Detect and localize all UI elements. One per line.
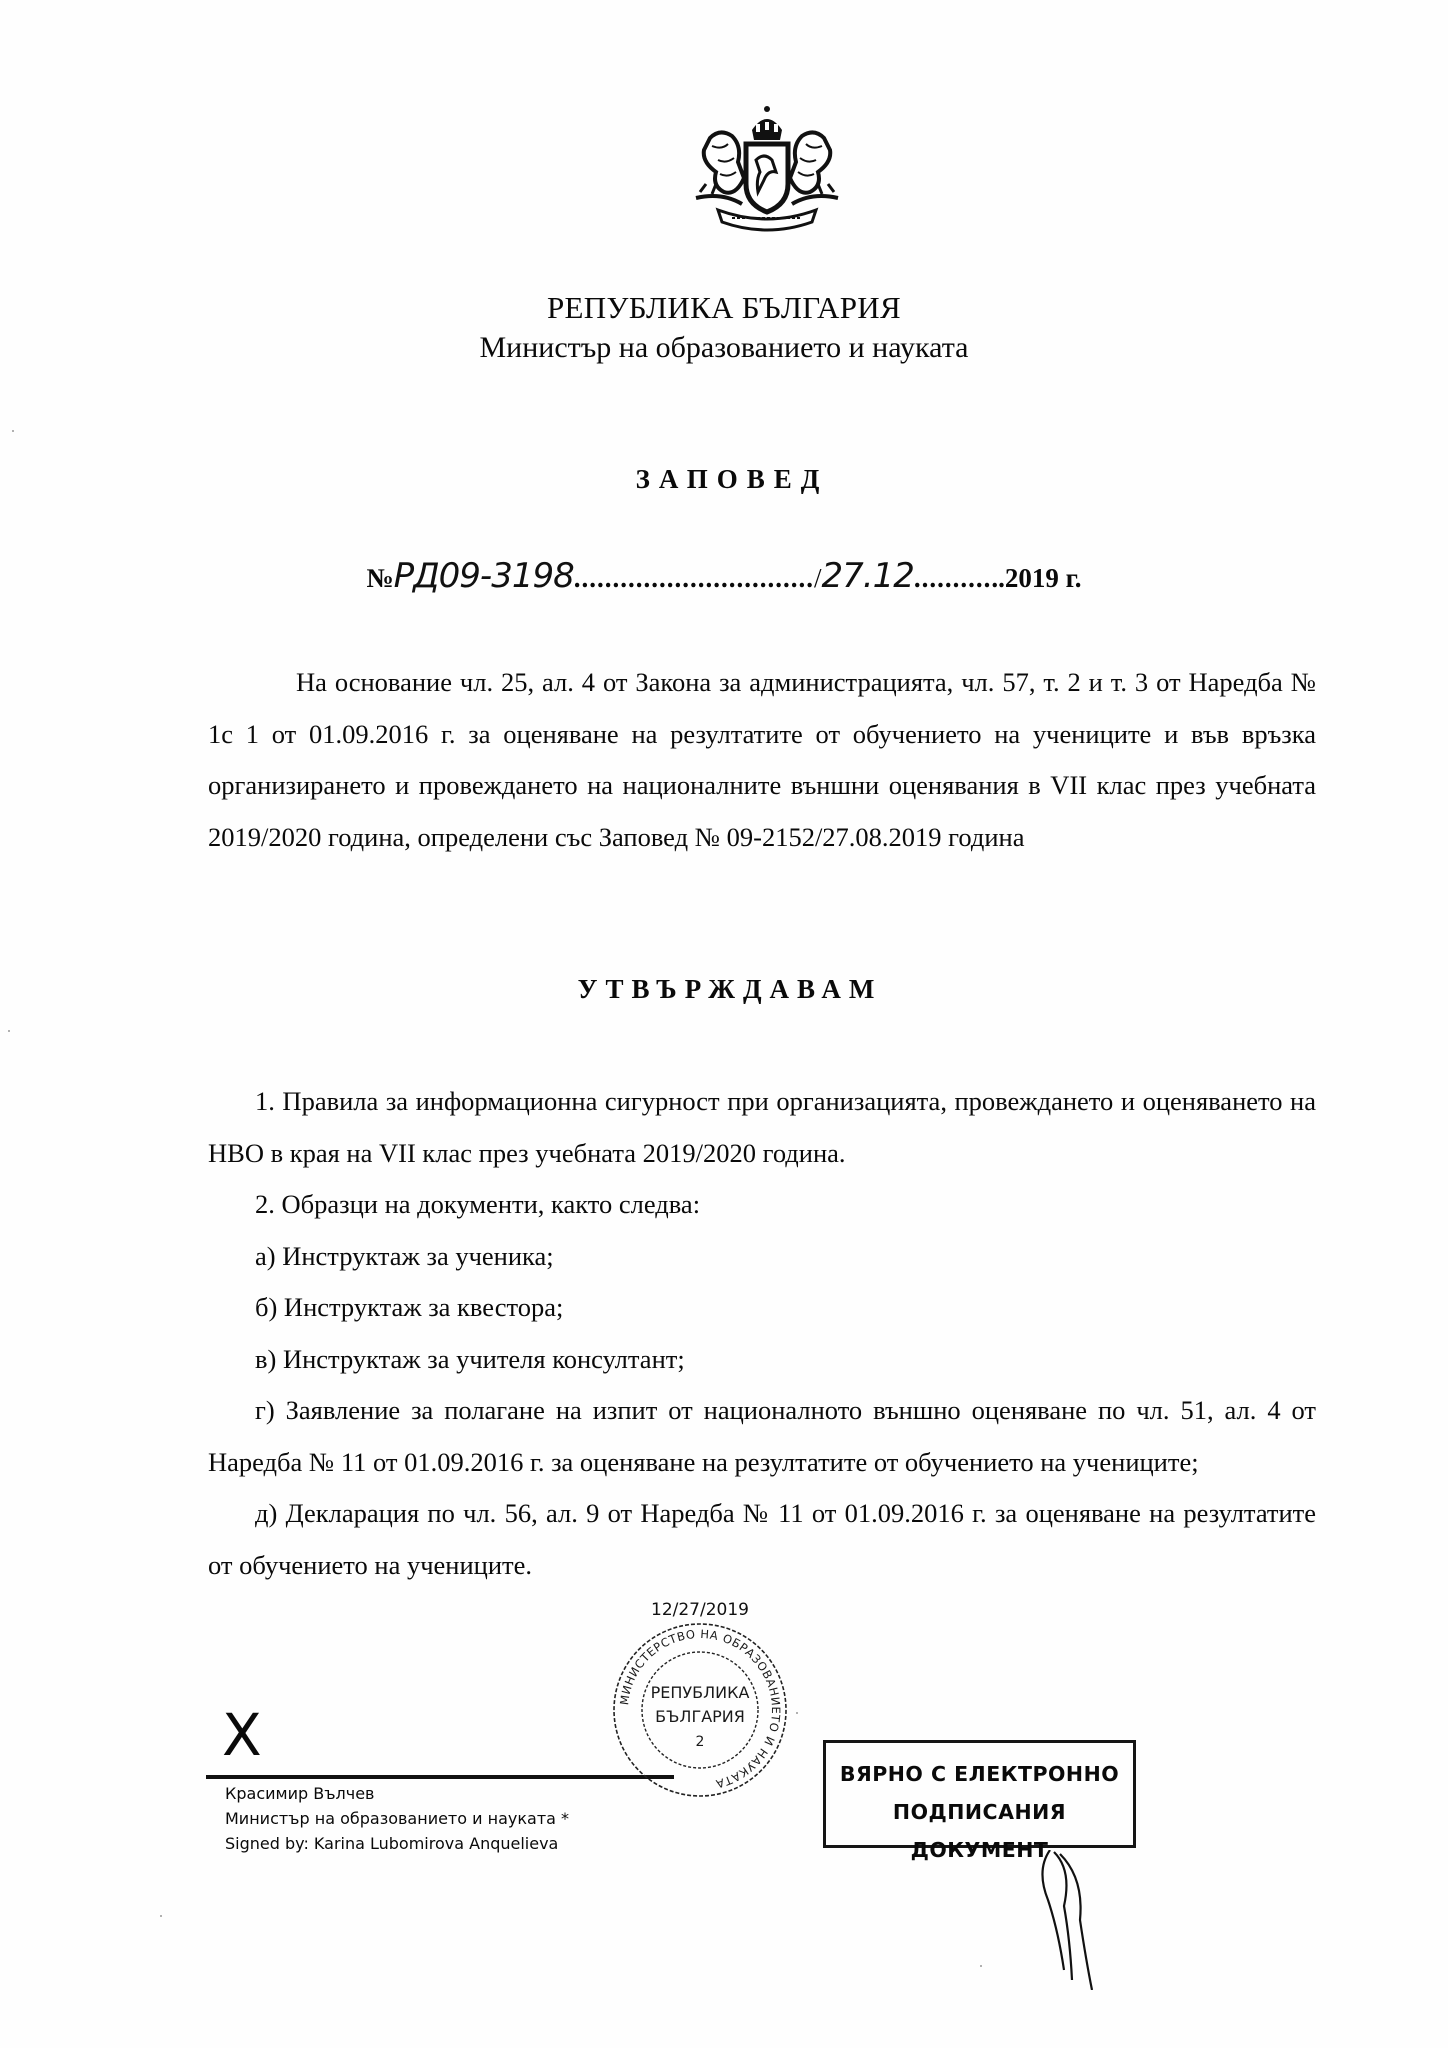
stamp-ring-text: МИНИСТЕРСТВО НА ОБРАЗОВАНИЕТО И НАУКАТА xyxy=(617,1626,784,1792)
official-stamp-icon xyxy=(612,1622,788,1798)
handwritten-order-number: РД09-3198 xyxy=(393,556,574,596)
list-item: а) Инструктаж за ученика; xyxy=(255,1240,554,1271)
stamp-date: 12/27/2019 xyxy=(651,1600,749,1620)
signature-line xyxy=(206,1775,674,1779)
approved-items-list xyxy=(208,1076,1316,1591)
order-title: ЗАПОВЕД xyxy=(635,464,829,494)
date-dots: .......... xyxy=(913,563,992,593)
bulgaria-coat-of-arms-icon xyxy=(672,100,862,240)
list-item: д) Декларация по чл. 56, ал. 9 от Наредба № 11 от 01.09.2016 г. за оценяване на резултатите от обучението на учениците. xyxy=(208,1498,1316,1580)
certified-copy-box xyxy=(823,1740,1136,1862)
list-item: 2. Образци на документи, както следва: xyxy=(255,1189,701,1219)
date-separator: / xyxy=(813,563,822,593)
scan-speck xyxy=(796,1712,798,1714)
stamp-center-line2: БЪЛГАРИЯ xyxy=(655,1707,745,1726)
list-item: б) Инструктаж за квестора; xyxy=(255,1292,564,1322)
preamble-paragraph: На основание чл. 25, ал. 4 от Закона за администрацията, чл. 57, т. 2 и т. 3 от Наредба № 1с 1 от 01.09.2016 г. за оценяване на резултатите от обучението на учениците и във връзка организирането и провеждането на националните външни оценявания в VII клас през учебната 2019/2020 година, определени със Заповед № 09-2152/27.08.2019 година xyxy=(208,667,1316,852)
approve-heading: УТВЪРЖДАВАМ xyxy=(577,974,883,1004)
signer-name: Красимир Вълчев xyxy=(225,1784,375,1803)
order-number-line xyxy=(0,548,1448,604)
ministry-heading: Министър на образованието и науката xyxy=(479,331,969,364)
order-year: ..2019 г. xyxy=(991,563,1082,593)
signer-role: Министър на образованието и науката * xyxy=(225,1809,570,1828)
signed-by: Signed by: Karina Lubomirova Anquelieva xyxy=(225,1834,559,1853)
certified-line2: ПОДПИСАНИЯ ДОКУМЕНТ xyxy=(892,1800,1067,1862)
scan-speck xyxy=(160,1915,162,1917)
number-dots: ............................... xyxy=(573,563,814,593)
list-item: 1. Правила за информационна сигурност при организацията, провеждането и оценяването на НВО в края на VII клас през учебната 2019/2020 година. xyxy=(208,1086,1316,1168)
scan-speck xyxy=(980,1965,982,1967)
list-item: г) Заявление за полагане на изпит от националното външно оценяване по чл. 51, ал. 4 от Наредба № 11 от 01.09.2016 г. за оценяване на резултатите от обучението на учениците; xyxy=(208,1395,1316,1477)
number-sign: № xyxy=(366,563,394,593)
signature-mark: X xyxy=(222,1701,262,1769)
scan-speck xyxy=(8,1030,10,1032)
scan-speck xyxy=(12,430,14,432)
handwritten-signature-icon xyxy=(1030,1850,1110,1990)
handwritten-day: 27. xyxy=(821,556,873,596)
certified-line1: ВЯРНО С ЕЛЕКТРОННО xyxy=(839,1762,1120,1786)
stamp-center-line1: РЕПУБЛИКА xyxy=(650,1683,750,1702)
handwritten-month: 12 xyxy=(872,556,914,596)
list-item: в) Инструктаж за учителя консултант; xyxy=(255,1343,685,1374)
stamp-center-number: 2 xyxy=(695,1734,705,1750)
country-heading: РЕПУБЛИКА БЪЛГАРИЯ xyxy=(547,290,901,325)
